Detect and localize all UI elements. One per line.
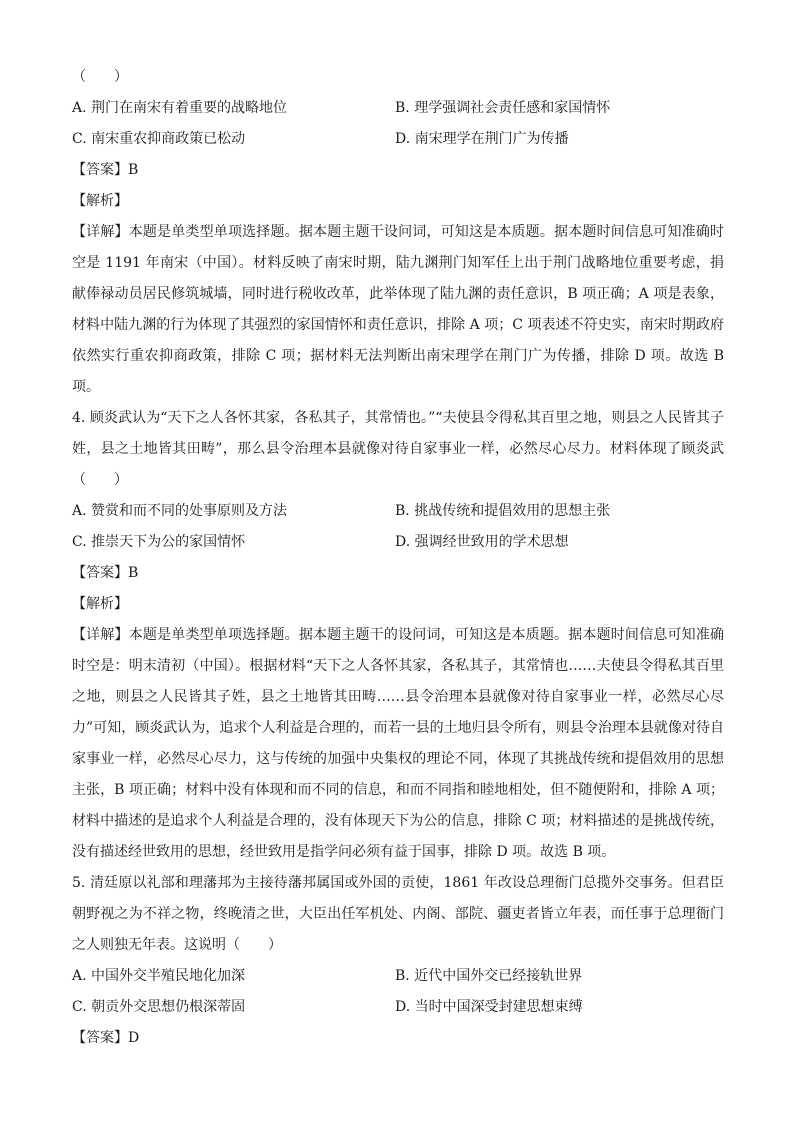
q3-stem-tail: （ ）: [72, 69, 128, 85]
q3-detail: 【详解】本题是单类型单项选择题。据本题主题干设问词，可知这是本质题。据本题时间信息可知准确时空是 1191 年南宋（中国）。材料反映了南宋时期，陆九渊荆门知军任上出于荆门战略地位重要考虑，捐献俸禄动员居民修筑城墙，同时进行税收改革，此举体现了陆九渊的责任意识，B 项正确；A 项是表象，材料中陆九渊的行为体现了其强烈的家国情怀和责任意识，排除 A 项；C 项表述不符史实，南宋时期政府依然实行重农抑商政策，排除 C 项；据材料无法判断出南宋理学在荆门广为传播，排除 D 项。故选 B 项。: [72, 224, 724, 395]
q3-options-row-1: [72, 93, 724, 124]
q4-stem: 4. 顾炎武认为“天下之人各怀其家，各私其子，其常情也。”“夫使县令得私其百里之地，则县之人民皆其子姓，县之土地皆其田畴”，那么县令治理本县就像对待自家事业一样，必然尽心尽力。材料体现了顾炎武（ ）: [72, 410, 724, 488]
q5-option-c: C. 朝贡外交思想仍根深蒂固: [72, 999, 246, 1015]
q4-options-row-1: [72, 496, 724, 527]
q4-option-d: D. 强调经世致用的学术思想: [395, 534, 569, 550]
q4-analysis-label: 【解析】: [72, 596, 128, 612]
q4-option-c: C. 推崇天下为公的家国情怀: [72, 534, 246, 550]
q4-option-a: A. 赞赏和而不同的处事原则及方法: [72, 503, 288, 519]
q5-option-d: D. 当时中国深受封建思想束缚: [395, 999, 583, 1015]
q5-options-row-2: [72, 992, 724, 1023]
q3-option-a: A. 荆门在南宋有着重要的战略地位: [72, 100, 288, 116]
q4-option-b: B. 挑战传统和提倡效用的思想主张: [395, 503, 611, 519]
q5-stem: 5. 清廷原以礼部和理藩邦为主接待藩邦属国或外国的贡使，1861 年改设总理衙门总揽外交事务。但君臣朝野视之为不祥之物，终晚清之世，大臣出任军机处、内阁、部院、疆吏者皆立年表，而任事于总理衙门之人则独无年表。这说明（ ）: [72, 875, 724, 953]
q5-options-row-1: [72, 961, 724, 992]
q3-option-d: D. 南宋理学在荆门广为传播: [395, 131, 569, 147]
q3-option-c: C. 南宋重农抑商政策已松动: [72, 131, 246, 147]
q5-option-a: A. 中国外交半殖民地化加深: [72, 968, 246, 984]
q5-answer: 【答案】D: [72, 1030, 140, 1046]
exam-page: [72, 62, 724, 1054]
q3-analysis-label: 【解析】: [72, 193, 128, 209]
q3-option-b: B. 理学强调社会责任感和家国情怀: [395, 100, 611, 116]
q3-options-row-2: [72, 124, 724, 155]
q4-detail: 【详解】本题是单类型单项选择题。据本题主题干的设问词，可知这是本质题。据本题时间信息可知准确时空是：明末清初（中国）。根据材料“天下之人各怀其家，各私其子，其常情也……夫使县令得私其百里之地，则县之人民皆其子姓，县之土地皆其田畴……县令治理本县就像对待自家事业一样，必然尽心尽力”可知，顾炎武认为，追求个人利益是合理的，而若一县的土地归县令所有，则县令治理本县就像对待自家事业一样，必然尽心尽力，这与传统的加强中央集权的理论不同，体现了其挑战传统和提倡效用的思想主张，B 项正确；材料中没有体现和而不同的信息，和而不同指和睦地相处，但不随便附和，排除 A 项；材料中描述的是追求个人利益是合理的，没有体现天下为公的信息，排除 C 项；材料描述的是挑战传统，没有描述经世致用的思想，经世致用是指学问必须有益于国事，排除 D 项。故选 B 项。: [72, 627, 724, 860]
q3-answer: 【答案】B: [72, 162, 139, 178]
q4-options-row-2: [72, 527, 724, 558]
q5-option-b: B. 近代中国外交已经接轨世界: [395, 968, 583, 984]
q4-answer: 【答案】B: [72, 565, 139, 581]
